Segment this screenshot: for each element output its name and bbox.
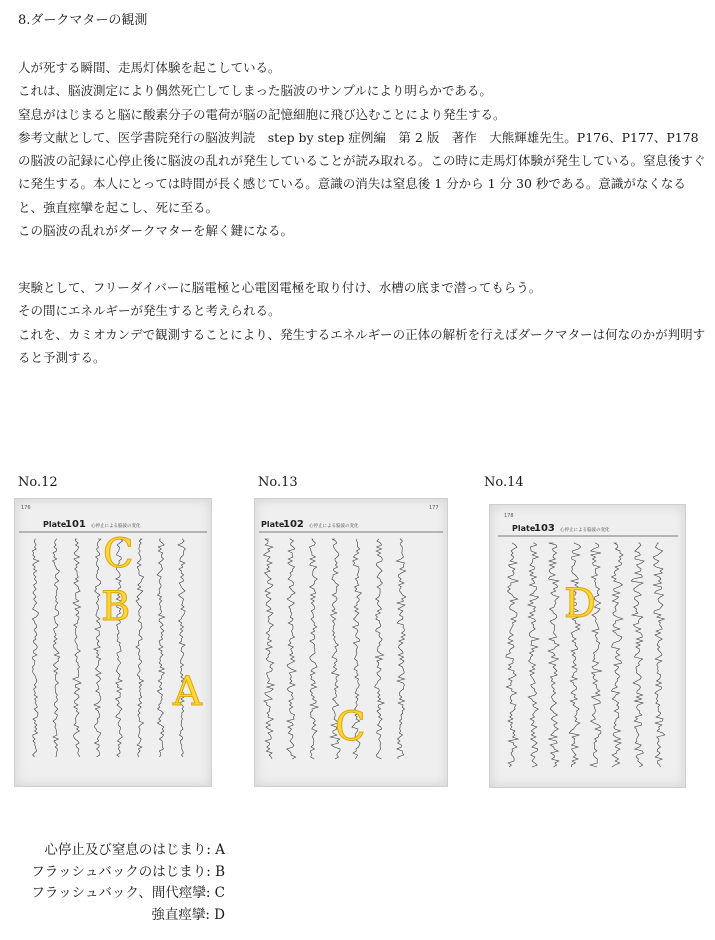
eeg-trace-line	[590, 543, 602, 767]
figure-label-no14: No.14	[484, 475, 524, 490]
plate-word: Plate	[43, 520, 67, 529]
marker-c: C	[335, 704, 366, 750]
marker-c: C	[103, 531, 134, 577]
eeg-trace-line	[611, 543, 623, 767]
plate-caption: 心停止による脳波の変化	[560, 528, 610, 533]
eeg-trace-line	[309, 539, 318, 759]
eeg-trace-line	[264, 539, 275, 759]
eeg-trace-line	[653, 543, 665, 767]
eeg-scan-plate-103	[489, 504, 686, 788]
paragraph-experiment	[18, 276, 708, 369]
text-line: 窒息がはじまると脳に酸素分子の電荷が脳の記憶細胞に飛び込むことにより発生する。	[18, 106, 506, 122]
eeg-trace-line	[396, 539, 406, 759]
eeg-scan-plate-102	[254, 498, 448, 787]
section-heading: 8.ダークマターの観測	[18, 13, 148, 28]
legend-item-c: フラッシュバック、間代痙攣: C	[31, 885, 225, 902]
text-line: 参考文献として、医学書院発行の脳波判読 step by step 症例編 第 2 版 著作 大熊輝雄先生。P176、P177、P178 の脳波の記録に心停止後に脳波の乱れが発生していることが読み取れる。この時に走馬灯体験が発生している。窒息後すぐに発生する。本人にとっては時間が長く感じている。意識の消失は窒息後 1 分から 1 分 30 秒である。意識がなくなると、強直痙攣を起こし、死に至る。	[18, 129, 706, 215]
paragraph-intro	[18, 56, 708, 242]
eeg-scan-plate-101	[14, 498, 212, 787]
plate-caption: 心停止による脳波の変化	[309, 524, 359, 529]
eeg-trace-line	[157, 539, 165, 757]
eeg-trace-line	[506, 543, 518, 767]
eeg-plate-103-svg	[490, 505, 685, 787]
eeg-trace-line	[32, 539, 39, 757]
legend-item-b: フラッシュバックのはじまり: B	[31, 863, 225, 880]
eeg-trace-line	[94, 539, 101, 757]
text-line: これを、カミオカンデで観測することにより、発生するエネルギーの正体の解析を行えばダークマターは何なのかが判明すると予測する。	[18, 326, 706, 365]
text-line: これは、脳波測定により偶然死亡してしまった脳波のサンプルにより明らかである。	[18, 83, 492, 99]
marker-legend	[31, 840, 225, 926]
legend-item-d: 強直痙攣: D	[151, 906, 225, 923]
page-number: 177	[429, 505, 439, 511]
eeg-trace-line	[569, 543, 581, 767]
plate-word: Plate	[512, 524, 536, 533]
eeg-traces	[506, 543, 665, 767]
text-line: その間にエネルギーが発生すると考えられる。	[18, 303, 281, 319]
plate-number: 103	[534, 523, 555, 534]
marker-a: A	[173, 669, 202, 715]
eeg-trace-line	[287, 539, 296, 759]
eeg-trace-line	[178, 539, 185, 757]
eeg-plate-101-svg	[15, 499, 211, 786]
plate-caption: 心停止による脳波の変化	[91, 524, 141, 529]
legend-item-a: 心停止及び窒息のはじまり: A	[44, 842, 225, 858]
page-number: 178	[504, 513, 514, 519]
marker-d: D	[564, 581, 597, 627]
figure-label-no12: No.12	[18, 475, 58, 490]
eeg-trace-line	[548, 543, 559, 767]
text-line: 実験として、フリーダイバーに脳電極と心電図電極を取り付け、水槽の底まで潜ってもらう。	[18, 280, 542, 295]
eeg-trace-line	[528, 543, 539, 767]
figure-label-no13: No.13	[258, 475, 298, 490]
page-number: 176	[21, 505, 31, 511]
plate-word: Plate	[261, 520, 285, 529]
eeg-trace-line	[375, 539, 385, 759]
text-line: この脳波の乱れがダークマターを解く鍵になる。	[18, 223, 294, 239]
eeg-trace-line	[631, 543, 644, 767]
text-line: 人が死する瞬間、走馬灯体験を起こしている。	[18, 60, 281, 75]
eeg-trace-line	[136, 539, 144, 757]
marker-b: B	[101, 584, 131, 630]
plate-number: 101	[65, 519, 86, 530]
eeg-plate-102-svg	[255, 499, 447, 786]
eeg-trace-line	[53, 539, 60, 757]
plate-number: 102	[283, 519, 304, 530]
eeg-trace-line	[73, 539, 81, 757]
